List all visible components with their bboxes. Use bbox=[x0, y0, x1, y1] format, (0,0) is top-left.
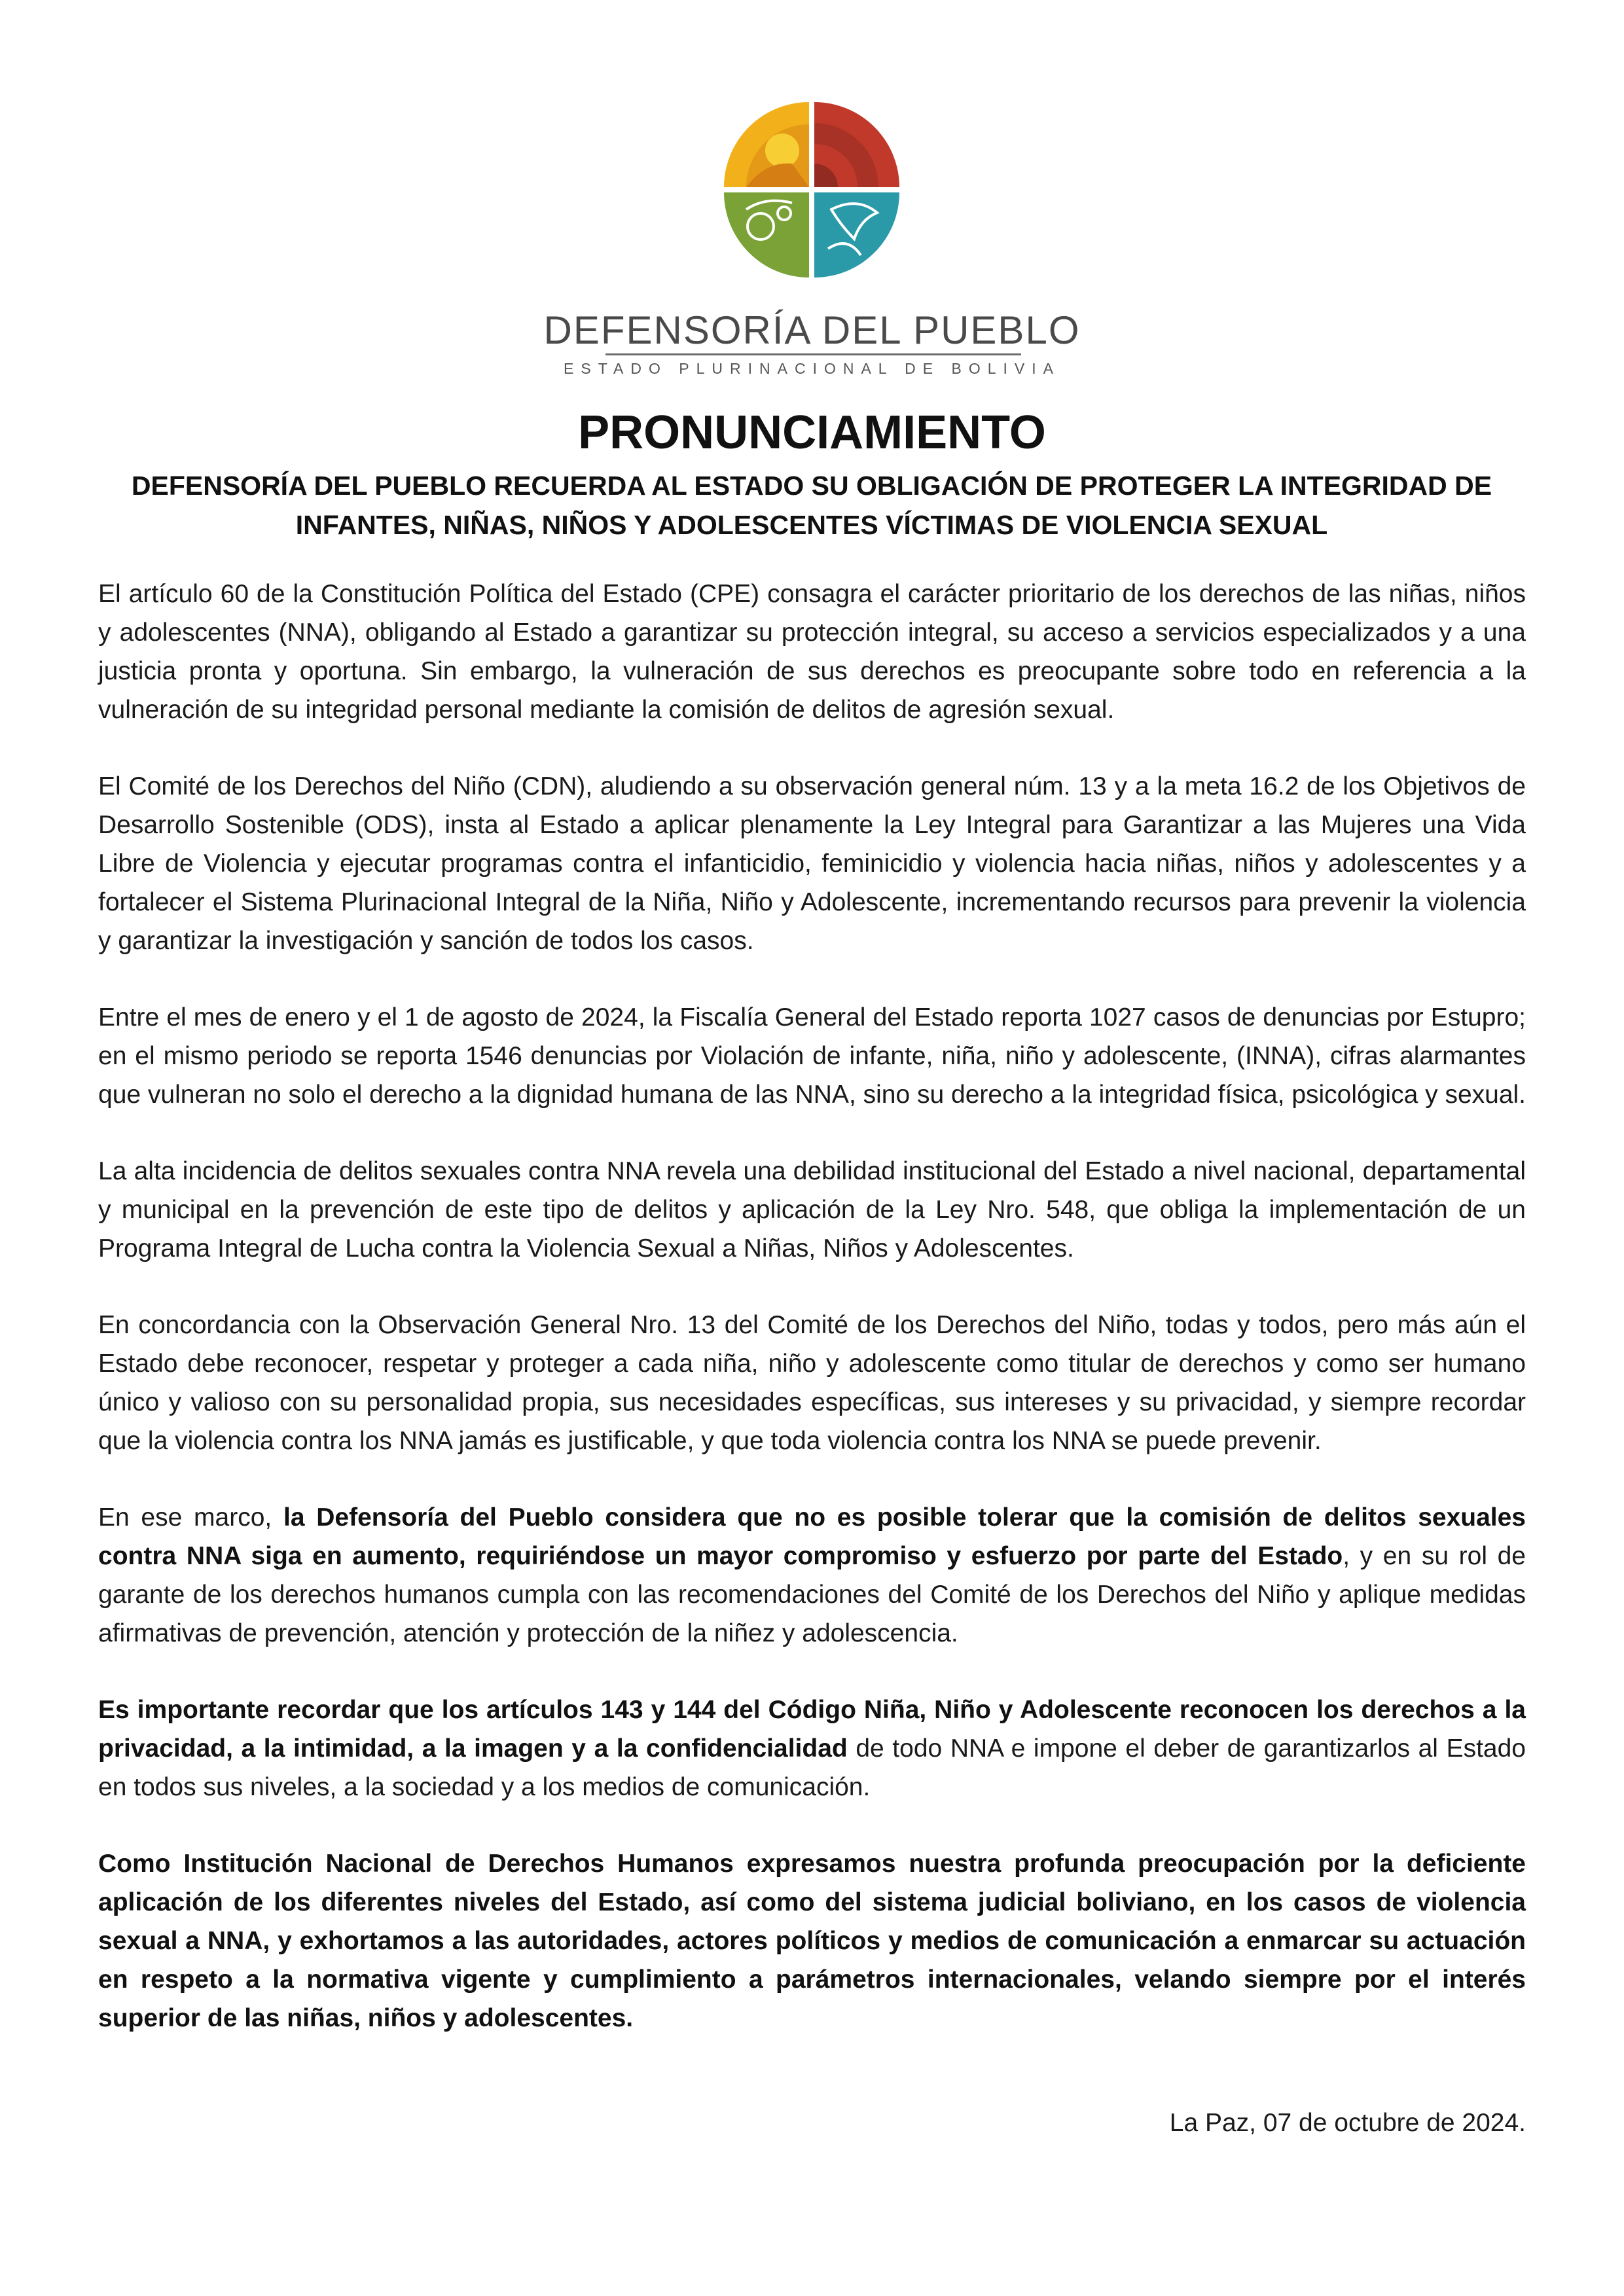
paragraph-2: El Comité de los Derechos del Niño (CDN), aludiendo a su observación general núm. 13 y a la meta 16.2 de los Objetivos de Desarrollo Sostenible (ODS), insta al Estado a aplicar plenamente la Ley Integral para Garantizar a las Mujeres una Vida Libre de Violencia y ejecutar programas contra el infanticidio, feminicidio y violencia hacia niñas, niños y adolescentes y a fortalecer el Sistema Plurinacional Integral de la Niña, Niño y Adolescente, incrementando recursos para prevenir la violencia y garantizar la investigación y sanción de todos los casos. bbox=[98, 772, 1526, 955]
document-subtitle: DEFENSORÍA DEL PUEBLO RECUERDA AL ESTADO SU OBLIGACIÓN DE PROTEGER LA INTEGRIDAD DE INFANTES, NIÑAS, NIÑOS Y ADOLESCENTES VÍCTIMAS DE VIOLENCIA SEXUAL bbox=[131, 471, 1492, 540]
defensoria-logo-icon bbox=[720, 98, 903, 281]
paragraph-1: El artículo 60 de la Constitución Política del Estado (CPE) consagra el carácter prioritario de los derechos de las niñas, niños y adolescentes (NNA), obligando al Estado a garantizar su protección integral, su acceso a servicios especializados y a una justicia pronta y oportuna. Sin embargo, la vulneración de sus derechos es preocupante sobre todo en referencia a la vulneración de su integridad personal mediante la comisión de delitos de agresión sexual. bbox=[98, 580, 1526, 724]
document-body bbox=[98, 575, 1526, 2075]
paragraph-5: En concordancia con la Observación General Nro. 13 del Comité de los Derechos del Niño, todas y todos, pero más aún el Estado debe reconocer, respetar y proteger a cada niña, niño y adolescente como titular de derechos y como ser humano único y valioso con su personalidad propia, sus necesidades específicas, sus intereses y su privacidad, y siempre recordar que la violencia contra los NNA jamás es justificable, y que toda violencia contra los NNA se puede prevenir. bbox=[98, 1311, 1526, 1455]
page-title: PRONUNCIAMIENTO bbox=[578, 406, 1046, 459]
paragraph-6-intro: En ese marco, bbox=[98, 1503, 283, 1532]
paragraph-7-emphasis: Es importante recordar que los artículos 143 y 144 del Código Niña, Niño y Adolescente reconocen los derechos a la privacidad, a la intimidad, a la imagen y a la confidencialidad bbox=[98, 1696, 1526, 1763]
paragraph-6-emphasis: la Defensoría del Pueblo considera que no es posible tolerar que la comisión de delitos sexuales contra NNA siga en aumento, requiriéndose un mayor compromiso y esfuerzo por parte del Estado bbox=[98, 1503, 1526, 1570]
brand-name: DEFENSORÍA DEL PUEBLO bbox=[543, 308, 1081, 352]
paragraph-6-rest: , y en su rol de garante de los derechos humanos cumpla con las recomendaciones del Comité de los Derechos del Niño y aplique medidas afirmativas de prevención, atención y protección de la niñez y adolescencia. bbox=[98, 1542, 1526, 1647]
paragraph-8 bbox=[98, 1844, 1526, 2037]
brand-divider bbox=[605, 353, 1021, 355]
closing-date: La Paz, 07 de octubre de 2024. bbox=[1169, 2109, 1526, 2137]
paragraph-7 bbox=[98, 1691, 1526, 1806]
brand-subtitle: ESTADO PLURINACIONAL DE BOLIVIA bbox=[564, 360, 1060, 377]
paragraph-8-emphasis: Como Institución Nacional de Derechos Humanos expresamos nuestra profunda preocupación por la deficiente aplicación de los diferentes niveles del Estado, así como del sistema judicial boliviano, en los casos de violencia sexual a NNA, y exhortamos a las autoridades, actores políticos y medios de comunicación a enmarcar su actuación en respeto a la normativa vigente y cumplimiento a parámetros internacionales, velando siempre por el interés superior de las niñas, niños y adolescentes. bbox=[98, 1850, 1526, 2032]
paragraph-6 bbox=[98, 1498, 1526, 1653]
paragraph-3: Entre el mes de enero y el 1 de agosto de 2024, la Fiscalía General del Estado reporta 1027 casos de denuncias por Estupro; en el mismo periodo se reporta 1546 denuncias por Violación de infante, niña, niño y adolescente, (INNA), cifras alarmantes que vulneran no solo el derecho a la dignidad humana de las NNA, sino su derecho a la integridad física, psicológica y sexual. bbox=[98, 1003, 1526, 1109]
paragraph-4: La alta incidencia de delitos sexuales contra NNA revela una debilidad institucional del Estado a nivel nacional, departamental y municipal en la prevención de este tipo de delitos y aplicación de la Ley Nro. 548, que obliga la implementación de un Programa Integral de Lucha contra la Violencia Sexual a Niñas, Niños y Adolescentes. bbox=[98, 1157, 1526, 1263]
paragraph-7-rest: de todo NNA e impone el deber de garantizarlos al Estado en todos sus niveles, a la sociedad y a los medios de comunicación. bbox=[98, 1734, 1526, 1801]
